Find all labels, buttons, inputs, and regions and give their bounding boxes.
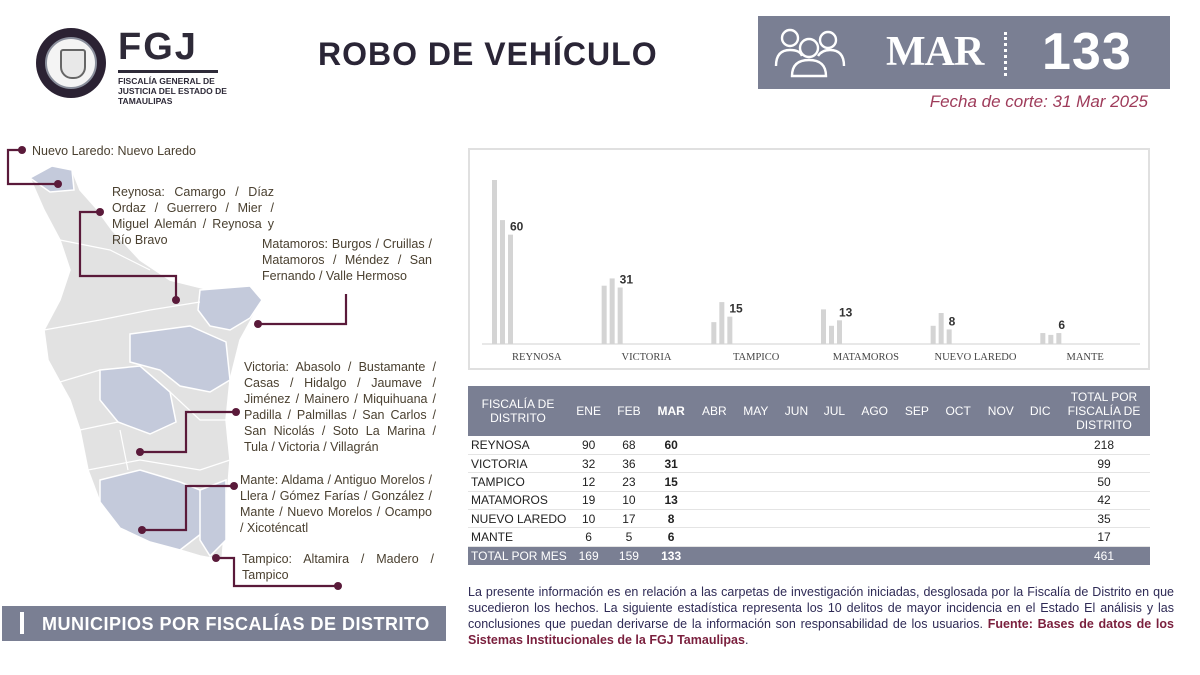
- map-region-matamoros: [198, 286, 262, 330]
- cell-feb: 23: [609, 473, 648, 491]
- cell-mar: 13: [649, 491, 694, 509]
- bar-matamoros-s1: [829, 326, 834, 344]
- cell-district: REYNOSA: [468, 436, 568, 454]
- bar-mante-s1: [1048, 335, 1053, 344]
- cell-mar: 8: [649, 510, 694, 528]
- data-label-victoria: 31: [619, 272, 634, 287]
- cell-total: 35: [1058, 510, 1150, 528]
- disclaimer-note: La presente información es en relación a las carpetas de investigación iniciadas, desglosada por la Fiscalía de Distrito en que sucedieron los hechos. La siguiente estadística representa los 10 delitos de mayor incidencia en el Estado El análisis y las conclusiones que puedan derivarse de la información son responsabilidad de los usuarios. Fuente: Bases de datos de los Sistemas Institucionales de la FGJ Tamaulipas.: [468, 585, 1174, 647]
- table-row: [468, 491, 1150, 509]
- banner-count: 133: [1042, 23, 1132, 81]
- bar-reynosa-s0: [492, 180, 497, 344]
- bar-matamoros-s0: [821, 309, 826, 344]
- note-text: La presente información es en relación a las carpetas de investigación iniciadas, desglosada por la Fiscalía de Distrito en que sucedieron los hechos. La siguiente estadística representa los 10 delitos de mayor incidencia en el Estado El análisis y las conclusiones que puedan derivarse de la información son responsabilidad de los usuarios.: [468, 585, 1174, 631]
- cell-mar: 6: [649, 528, 694, 546]
- tick-label-victoria: VICTORIA: [621, 352, 672, 363]
- bar-chart: [470, 150, 1148, 368]
- data-label-tampico: 15: [729, 301, 743, 316]
- cell-ene: 10: [568, 510, 609, 528]
- cell-mar: 31: [649, 454, 694, 472]
- cell-total: 99: [1058, 454, 1150, 472]
- region-tampico: Tampico: Altamira / Madero / Tampico: [242, 552, 434, 582]
- cell-total: 17: [1058, 528, 1150, 546]
- bar-nuevo-laredo-s2: [947, 329, 952, 344]
- table-row: [468, 473, 1150, 491]
- tick-label-nuevo-laredo: NUEVO LAREDO: [934, 352, 1017, 363]
- cell-district: VICTORIA: [468, 454, 568, 472]
- bar-reynosa-s2: [508, 235, 513, 344]
- data-label-reynosa: 60: [510, 219, 524, 234]
- col-header-nov: NOV: [979, 386, 1022, 436]
- cell-ene: 6: [568, 528, 609, 546]
- data-label-nuevo-laredo: 8: [948, 314, 956, 329]
- col-header-sep: SEP: [897, 386, 937, 436]
- col-header-jun: JUN: [777, 386, 816, 436]
- cell-ene: 90: [568, 436, 609, 454]
- people-group-icon: [772, 26, 848, 78]
- logo-divider: [118, 70, 218, 73]
- monthly-table: [468, 386, 1150, 565]
- bar-victoria-s2: [618, 288, 623, 344]
- cell-total: 218: [1058, 436, 1150, 454]
- col-header-jul: JUL: [816, 386, 852, 436]
- cell-total-ene: 169: [568, 546, 609, 564]
- table-row: [468, 454, 1150, 472]
- col-header-dic: DIC: [1022, 386, 1058, 436]
- logo-acronym: FGJ: [118, 26, 198, 68]
- tick-label-mante: MANTE: [1066, 352, 1104, 363]
- bar-mante-s2: [1056, 333, 1061, 344]
- map-footer-label: MUNICIPIOS POR FISCALÍAS DE DISTRITO: [42, 614, 430, 634]
- region-mante: Mante: Aldama / Antiguo Morelos / Llera / Gómez Farías / González / Mante / Nuevo Morelos / Ocampo / Xicoténcatl: [240, 473, 432, 535]
- bar-victoria-s1: [610, 278, 615, 344]
- cell-district: MANTE: [468, 528, 568, 546]
- logo-name: FISCALÍA GENERAL DE JUSTICIA DEL ESTADO DE TAMAULIPAS: [118, 76, 227, 106]
- cell-mar: 15: [649, 473, 694, 491]
- tick-label-tampico: TAMPICO: [732, 352, 780, 363]
- bar-victoria-s0: [602, 286, 607, 344]
- cell-feb: 5: [609, 528, 648, 546]
- region-nuevo-laredo: Nuevo Laredo: Nuevo Laredo: [32, 144, 197, 158]
- cell-feb: 68: [609, 436, 648, 454]
- banner-separator: [1004, 32, 1007, 76]
- cell-ene: 19: [568, 491, 609, 509]
- bar-tampico-s2: [727, 317, 732, 344]
- cell-district: MATAMOROS: [468, 491, 568, 509]
- cell-feb: 17: [609, 510, 648, 528]
- chart-panel: [468, 148, 1150, 370]
- region-matamoros: Matamoros: Burgos / Cruillas / Matamoros / Méndez / San Fernando / Valle Hermoso: [262, 237, 432, 283]
- table-header-row: [468, 386, 1150, 436]
- col-header-ago: AGO: [853, 386, 897, 436]
- col-header-oct: OCT: [937, 386, 979, 436]
- col-header-mar: MAR: [649, 386, 694, 436]
- page-title: ROBO DE VEHÍCULO: [318, 36, 658, 72]
- month-banner: [758, 16, 1170, 89]
- region-victoria: Victoria: Abasolo / Bustamante / Casas / Hidalgo / Jaumave / Jiménez / Mainero / Miquihuana / Padilla / Palmillas / San Carlos / San Nicolás / Soto La Marina / Tula / Victoria / Villagrán: [244, 360, 436, 454]
- cell-feb: 36: [609, 454, 648, 472]
- map-region-tampico: [200, 480, 226, 556]
- bar-matamoros-s2: [837, 320, 842, 344]
- col-header-may: MAY: [735, 386, 777, 436]
- tick-label-matamoros: MATAMOROS: [832, 352, 899, 363]
- state-seal-icon: [36, 28, 106, 98]
- bar-nuevo-laredo-s1: [939, 313, 944, 344]
- region-reynosa: Reynosa: Camargo / Díaz Ordaz / Guerrero / Mier / Miguel Alemán / Reynosa y Río Bravo: [112, 185, 274, 247]
- tick-label-reynosa: REYNOSA: [512, 352, 562, 363]
- col-header-total: TOTAL POR FISCALÍA DE DISTRITO: [1058, 386, 1150, 436]
- cell-total: 42: [1058, 491, 1150, 509]
- cell-total-feb: 159: [609, 546, 648, 564]
- footer-pipe: [20, 612, 24, 634]
- cutoff-date: Fecha de corte: 31 Mar 2025: [929, 92, 1148, 111]
- fgj-logo: [36, 26, 236, 106]
- col-header-district: FISCALÍA DE DISTRITO: [468, 386, 568, 436]
- col-header-abr: ABR: [694, 386, 735, 436]
- cell-district: TAMPICO: [468, 473, 568, 491]
- table-row: [468, 436, 1150, 454]
- cell-total-label: TOTAL POR MES: [468, 546, 568, 564]
- connector-matamoros: [258, 294, 346, 324]
- table-total-row: [468, 546, 1150, 564]
- cell-feb: 10: [609, 491, 648, 509]
- table-row: [468, 528, 1150, 546]
- cell-total: 50: [1058, 473, 1150, 491]
- cell-total-grand: 461: [1058, 546, 1150, 564]
- cell-total-mar: 133: [649, 546, 694, 564]
- bar-tampico-s1: [719, 302, 724, 344]
- banner-month: MAR: [886, 29, 984, 75]
- cell-ene: 32: [568, 454, 609, 472]
- cell-district: NUEVO LAREDO: [468, 510, 568, 528]
- data-label-matamoros: 13: [839, 305, 853, 320]
- cell-mar: 60: [649, 436, 694, 454]
- col-header-feb: FEB: [609, 386, 648, 436]
- data-label-mante: 6: [1058, 318, 1066, 333]
- table-row: [468, 510, 1150, 528]
- bar-mante-s0: [1040, 333, 1045, 344]
- bar-tampico-s0: [711, 322, 716, 344]
- cell-ene: 12: [568, 473, 609, 491]
- bar-reynosa-s1: [500, 220, 505, 344]
- map-footer-bar: [2, 606, 446, 641]
- bar-nuevo-laredo-s0: [931, 326, 936, 344]
- col-header-ene: ENE: [568, 386, 609, 436]
- note-source: Fuente: Bases de datos de los Sistemas Institucionales de la FGJ Tamaulipas: [468, 617, 1174, 647]
